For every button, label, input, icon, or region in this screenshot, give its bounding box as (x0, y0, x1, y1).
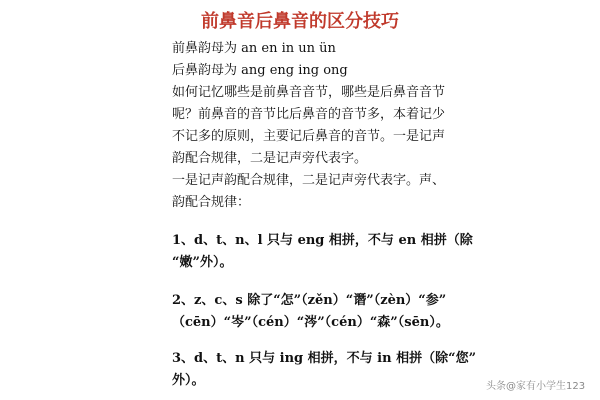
text-line: 韵配合规律，二是记声旁代表字。 (172, 151, 368, 166)
rule-line: 2、z、c、s 除了“怎”（zěn）“谮”（zèn）“参” (172, 293, 447, 308)
text-line: 一是记声韵配合规律，二是记声旁代表字。声、 (172, 173, 446, 188)
text-line: 呢？前鼻音的音节比后鼻音的音节多，本着记少 (172, 107, 446, 122)
text-line: 后鼻韵母为 ang eng ing ong (172, 63, 348, 78)
rule-line: “嫩”外）。 (172, 255, 233, 270)
text-line: 韵配合规律： (172, 195, 251, 210)
text-line: 前鼻韵母为 an en in un ün (172, 41, 336, 56)
article-title: 前鼻音后鼻音的区分技巧 (201, 11, 399, 32)
text-line: 如何记忆哪些是前鼻音音节，哪些是后鼻音音节 (172, 85, 446, 100)
rule-line: 外）。 (172, 373, 205, 388)
rule-line: 1、d、t、n、l 只与 eng 相拼，不与 en 相拼（除 (172, 233, 473, 248)
watermark: 头条@家有小学生123 (486, 381, 586, 392)
rule-line: 3、d、t、n 只与 ing 相拼，不与 in 相拼（除“您” (172, 351, 477, 366)
text-line: 不记多的原则，主要记后鼻音的音节。一是记声 (172, 129, 446, 144)
rule-line: （cēn）“岑”（cén）“涔”（cén）“森”（sēn）。 (172, 315, 449, 330)
